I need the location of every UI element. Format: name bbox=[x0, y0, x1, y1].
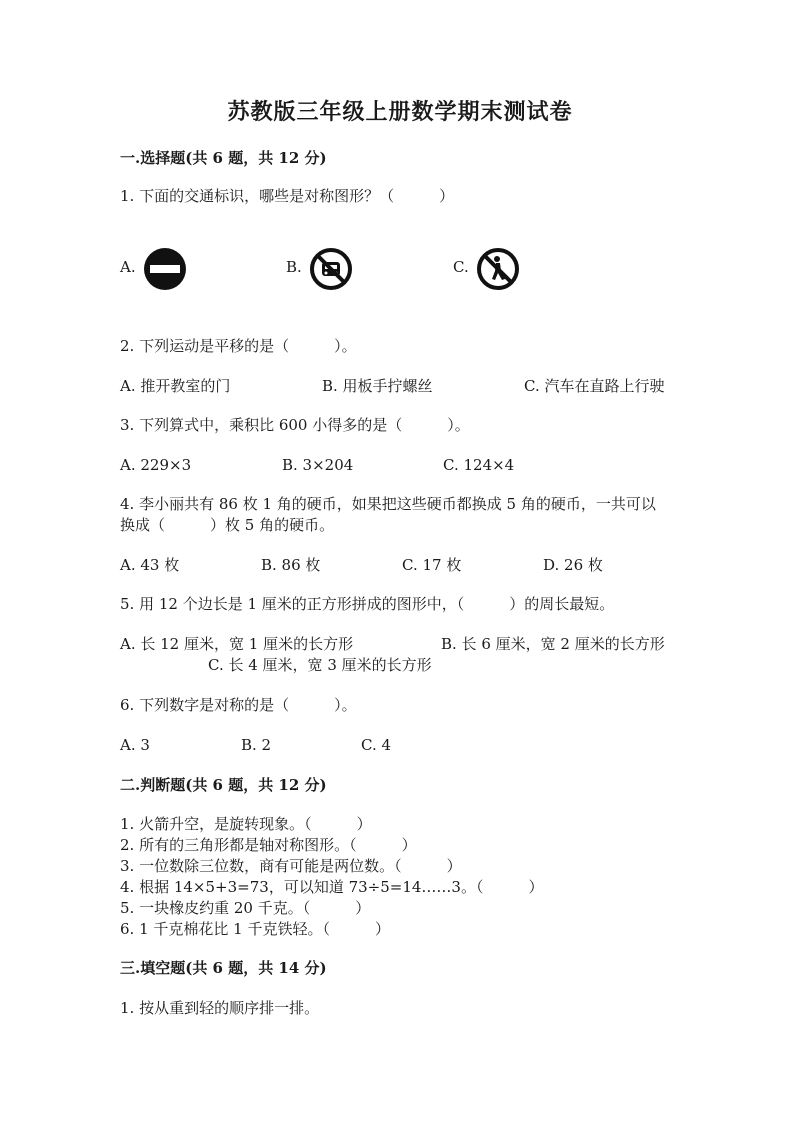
q1-option-b: B. bbox=[286, 258, 302, 276]
q3-option-c: C. 124×4 bbox=[443, 456, 515, 474]
q5-option-a: A. 长 12 厘米，宽 1 厘米的长方形 bbox=[120, 635, 354, 653]
q5-option-b: B. 长 6 厘米，宽 2 厘米的长方形 bbox=[441, 635, 665, 653]
q6-text: 6. 下列数字是对称的是（ ）。 bbox=[120, 696, 357, 714]
q2-option-a: A. 推开教室的门 bbox=[120, 377, 231, 395]
q4-option-c: C. 17 枚 bbox=[402, 556, 462, 574]
q6-option-a: A. 3 bbox=[120, 736, 150, 754]
q6-option-b: B. 2 bbox=[241, 736, 272, 754]
judgment-item-6: 6. 1 千克棉花比 1 千克铁轻。（ ） bbox=[120, 920, 390, 938]
q5-option-c: C. 长 4 厘米，宽 3 厘米的长方形 bbox=[208, 656, 432, 674]
judgment-item-3: 3. 一位数除三位数，商有可能是两位数。（ ） bbox=[120, 857, 462, 875]
judgment-item-2: 2. 所有的三角形都是轴对称图形。（ ） bbox=[120, 836, 417, 854]
no-entry-sign-icon bbox=[143, 247, 187, 291]
section2-heading: 二.判断题(共 6 题，共 12 分) bbox=[120, 776, 327, 794]
no-motor-vehicles-sign-icon bbox=[309, 247, 353, 291]
q1-option-c: C. bbox=[453, 258, 469, 276]
q4-option-a: A. 43 枚 bbox=[120, 556, 180, 574]
q2-option-c: C. 汽车在直路上行驶 bbox=[524, 377, 665, 395]
page-title: 苏教版三年级上册数学期末测试卷 bbox=[227, 99, 573, 125]
judgment-item-1: 1. 火箭升空，是旋转现象。（ ） bbox=[120, 815, 372, 833]
q5-text: 5. 用 12 个边长是 1 厘米的正方形拼成的图形中，（ ）的周长最短。 bbox=[120, 595, 615, 613]
q3-option-a: A. 229×3 bbox=[120, 456, 192, 474]
no-pedestrians-sign-icon bbox=[476, 247, 520, 291]
q1-text: 1. 下面的交通标识，哪些是对称图形？（ ） bbox=[120, 187, 455, 205]
section3-heading: 三.填空题(共 6 题，共 14 分) bbox=[120, 959, 327, 977]
q1-option-a: A. bbox=[120, 258, 136, 276]
q6-option-c: C. 4 bbox=[361, 736, 392, 754]
section1-heading: 一.选择题(共 6 题，共 12 分) bbox=[120, 149, 327, 167]
judgment-item-5: 5. 一块橡皮约重 20 千克。（ ） bbox=[120, 899, 371, 917]
q3-text: 3. 下列算式中，乘积比 600 小得多的是（ ）。 bbox=[120, 416, 470, 434]
fill-q1-text: 1. 按从重到轻的顺序排一排。 bbox=[120, 999, 320, 1017]
q4-option-b: B. 86 枚 bbox=[261, 556, 321, 574]
judgment-item-4: 4. 根据 14×5+3=73，可以知道 73÷5=14……3。（ ） bbox=[120, 878, 544, 896]
q3-option-b: B. 3×204 bbox=[282, 456, 354, 474]
q4-text-line2: 换成（ ）枚 5 角的硬币。 bbox=[120, 516, 335, 534]
q2-text: 2. 下列运动是平移的是（ ）。 bbox=[120, 337, 357, 355]
q4-option-d: D. 26 枚 bbox=[543, 556, 603, 574]
q2-option-b: B. 用板手拧螺丝 bbox=[322, 377, 433, 395]
q4-text-line1: 4. 李小丽共有 86 枚 1 角的硬币，如果把这些硬币都换成 5 角的硬币，一共可以 bbox=[120, 495, 656, 513]
